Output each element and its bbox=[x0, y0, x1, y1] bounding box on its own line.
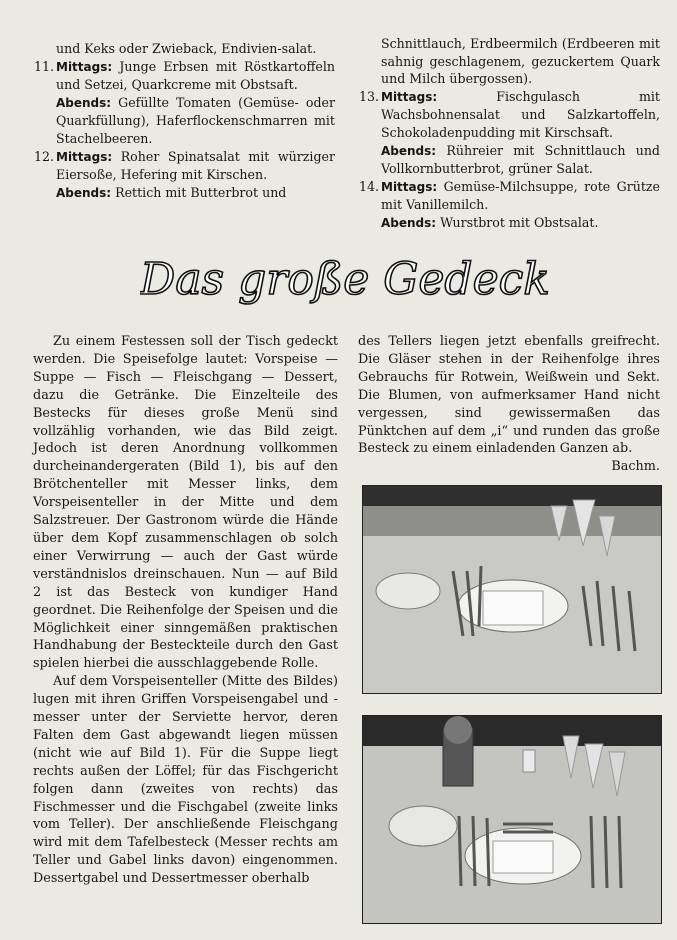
heading-text: Das große Gedeck bbox=[140, 254, 550, 305]
abends-text: Rettich mit Butterbrot und bbox=[115, 184, 287, 200]
article-paragraph-2: Auf dem Vorspeisenteller (Mitte des Bildes) lugen mit ihren Griffen Vorspeisengabel und -messer unter der Serviette hervor, deren Falten dem Gast abgewandt liegen müssen (nicht wie auf Bild 1). Für die Suppe liegt rechts außen der Löffel; für das Fischgericht folgen dann (zweites von rechts) das Fischmesser und die Fischgabel (zweite links vom Teller). Der anschließende Fleischgang wird mit dem Tafelbesteck (Messer rechts am Teller und Gabel links davon) eingenommen. Dessertgabel und Dessertmesser oberhalb bbox=[33, 674, 338, 887]
menu-continuation: Schnittlauch, Erdbeermilch (Erdbeeren mit sahnig geschlagenem, gezuckertem Quark und Milch übergossen). bbox=[381, 36, 660, 87]
day-number: 14. bbox=[358, 178, 379, 194]
table-setting-photo-1 bbox=[362, 485, 662, 694]
abends-entry bbox=[30, 184, 335, 203]
article-heading bbox=[140, 246, 550, 316]
article-paragraph-3 bbox=[358, 333, 660, 475]
heading-script-svg bbox=[140, 246, 550, 316]
abends-label: Abends: bbox=[381, 215, 437, 230]
menu-day-14 bbox=[355, 178, 660, 214]
article-paragraph-3-text: des Tellers liegen jetzt ebenfalls greifrecht. Die Gläser stehen in der Reihenfolge ihres Gebrauchs für Rotwein, Weißwein und Sekt. Die Blumen, von aufmerksamer Hand nicht vergessen, sind gewissermaßen das Pünktchen auf dem „i“ und runden das große Besteck zu einem einladenden Ganzen ab. bbox=[358, 334, 660, 457]
menu-column-right bbox=[355, 35, 660, 233]
mittags-text: Gemüse-Milchsuppe, rote Grütze mit Vanillemilch. bbox=[381, 178, 660, 213]
day-number: 12. bbox=[33, 148, 54, 164]
abends-entry bbox=[30, 94, 335, 148]
photo-1-illustration bbox=[363, 486, 661, 693]
author-signature: Bachm. bbox=[611, 459, 660, 475]
day-number: 13. bbox=[358, 88, 379, 104]
abends-label: Abends: bbox=[56, 95, 112, 110]
menu-continuation: und Keks oder Zwieback, Endivien-salat. bbox=[56, 41, 317, 56]
menu-day-12 bbox=[30, 148, 335, 184]
mittags-text: Junge Erbsen mit Röstkartoffeln und Setzei, Quarkcreme mit Obstsaft. bbox=[56, 58, 335, 93]
abends-entry bbox=[355, 214, 660, 233]
abends-entry bbox=[355, 142, 660, 178]
photo-2-illustration bbox=[363, 716, 661, 923]
menu-day-13 bbox=[355, 88, 660, 142]
mittags-label: Mittags: bbox=[56, 59, 113, 74]
menu-day-11 bbox=[30, 58, 335, 94]
abends-label: Abends: bbox=[381, 143, 437, 158]
menu-column-left bbox=[30, 40, 335, 202]
abends-text: Wurstbrot mit Obstsalat. bbox=[440, 214, 599, 230]
mittags-text: Roher Spinatsalat mit würziger Eiersoße, Hefering mit Kirschen. bbox=[56, 148, 335, 183]
abends-text: Gefüllte Tomaten (Gemüse- oder Quarkfüllung), Haferflockenschmarren mit Stachelbeeren. bbox=[56, 94, 335, 146]
table-setting-photo-2 bbox=[362, 715, 662, 924]
day-number: 11. bbox=[33, 58, 54, 74]
article-column-left bbox=[33, 333, 338, 888]
abends-text: Rühreier mit Schnittlauch und Vollkornbutterbrot, grüner Salat. bbox=[381, 142, 660, 177]
mittags-label: Mittags: bbox=[381, 89, 438, 104]
mittags-text: Fischgulasch mit Wachsbohnensalat und Salzkartoffeln, Schokoladenpudding mit Kirschsaft. bbox=[381, 88, 660, 140]
mittags-label: Mittags: bbox=[381, 179, 438, 194]
abends-label: Abends: bbox=[56, 185, 112, 200]
article-paragraph-1: Zu einem Festessen soll der Tisch gedeckt werden. Die Speisefolge lautet: Vorspeise — Suppe — Fisch — Fleischgang — Dessert, dazu die Getränke. Die Einzelteile des Bestecks für dieses große Menü sind vollzählig vorhanden, wie das Bild zeigt. Jedoch ist deren Anordnung vollkommen durcheinandergeraten (Bild 1), bis auf den Brötchenteller mit Messer links, dem Vorspeisenteller in der Mitte und dem Salzstreuer. Der Gastronom würde die Hände über dem Kopf zusammenschlagen ob solch einer Verwirrung — auch der Gast würde verständnislos dreinschauen. Nun — auf Bild 2 ist das Besteck von kundiger Hand geordnet. Die Reihenfolge der Speisen und die Möglichkeit einer sinngemäßen praktischen Handhabung der Besteckteile durch den Gast spielen hierbei die ausschlaggebende Rolle. bbox=[33, 334, 338, 672]
article-column-right bbox=[358, 333, 660, 476]
mittags-label: Mittags: bbox=[56, 149, 113, 164]
